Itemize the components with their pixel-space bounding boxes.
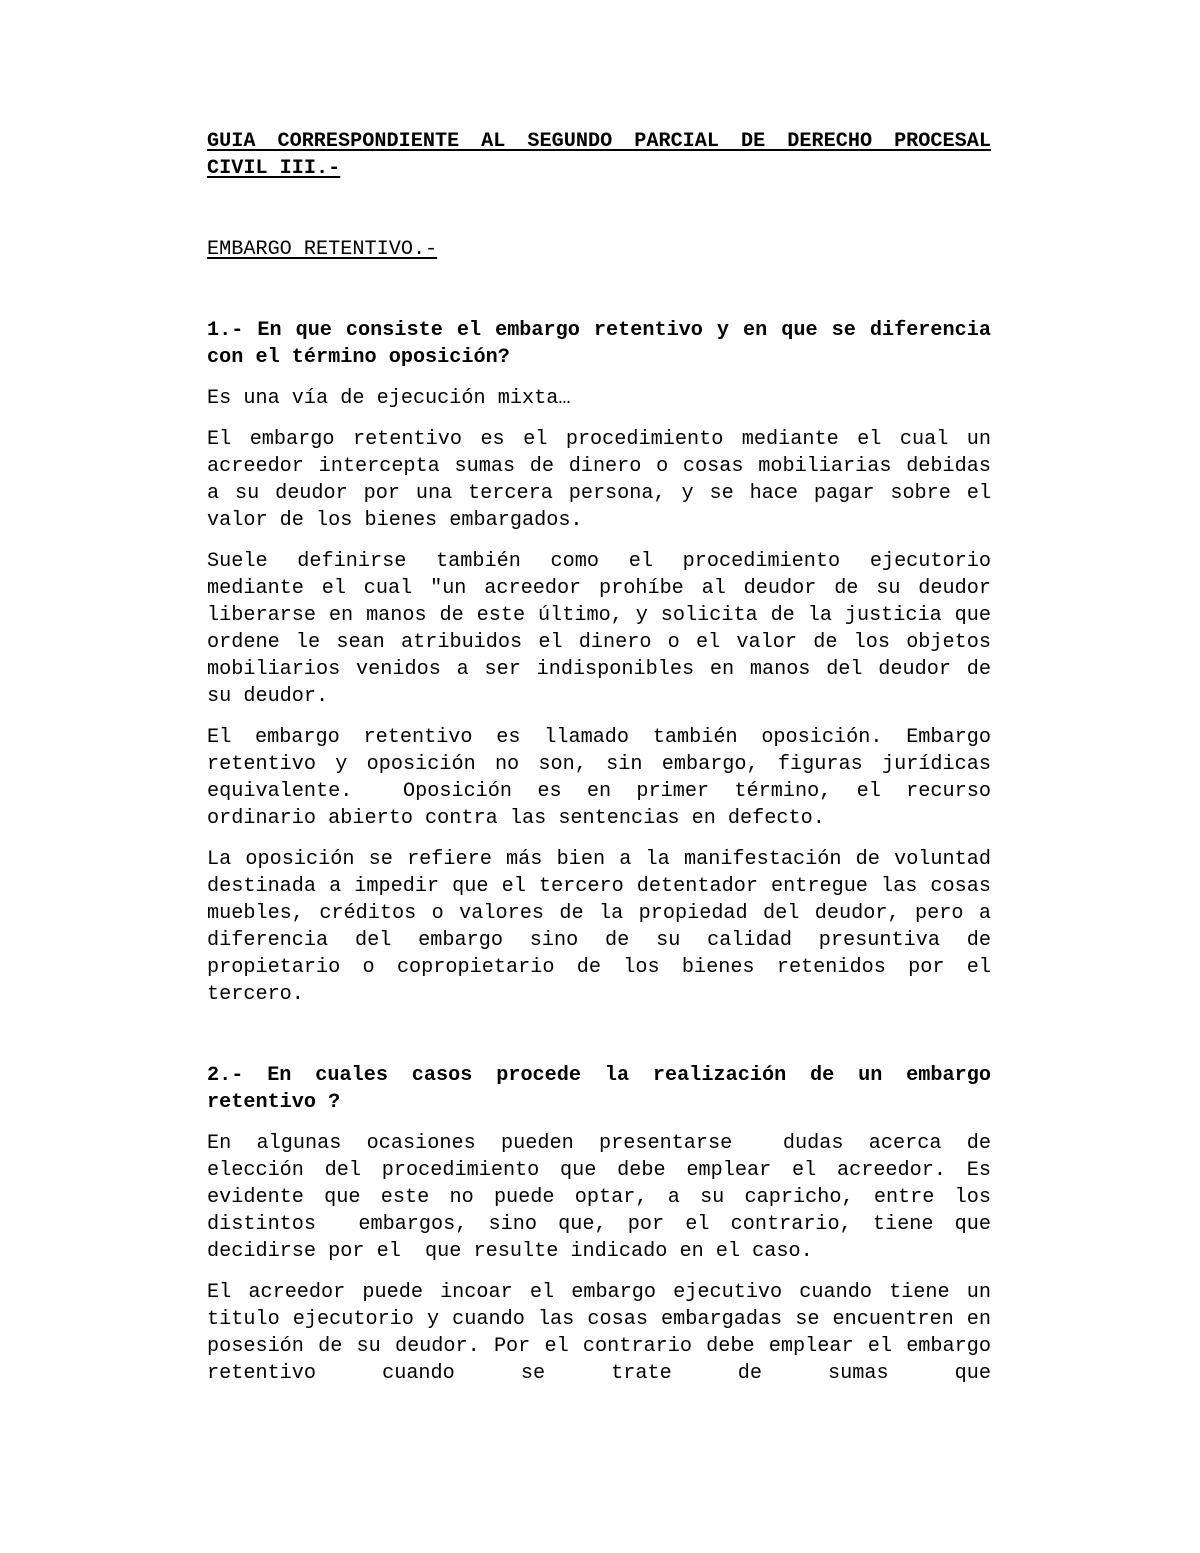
section-heading: EMBARGO RETENTIVO.- bbox=[207, 238, 438, 261]
question-2: 2.- En cuales casos procede la realización de un embargo retentivo ? bbox=[207, 1064, 991, 1114]
q1-paragraph-4: El embargo retentivo es llamado también oposición. Embargo retentivo y oposición no son, sin embargo, figuras jurídicas equivalente. Oposición es en primer término, el recurso ordinario abierto contra las sentencias en defecto. bbox=[207, 726, 1004, 830]
q1-paragraph-2: El embargo retentivo es el procedimiento mediante el cual un acreedor intercepta sumas de dinero o cosas mobiliarias debidas a su deudor por una tercera persona, y se hace pagar sobre el valor de los bienes embargados. bbox=[207, 428, 1004, 532]
q1-paragraph-5: La oposición se refiere más bien a la manifestación de voluntad destinada a impedir que el tercero detentador entregue las cosas muebles, créditos o valores de la propiedad del deudor, pero a diferencia del embargo sino de su calidad presuntiva de propietario o copropietario de los bienes retenidos por el tercero. bbox=[207, 848, 1004, 1006]
q2-paragraph-2: El acreedor puede incoar el embargo ejecutivo cuando tiene un titulo ejecutorio y cuando las cosas embargadas se encuentren en posesión de su deudor. Por el contrario debe emplear el embargo retentivo cuando se trate de sumas que bbox=[207, 1281, 1004, 1385]
document-title: GUIA CORRESPONDIENTE AL SEGUNDO PARCIAL DE DERECHO PROCESAL CIVIL III.- bbox=[207, 130, 991, 180]
q2-paragraph-1: En algunas ocasiones pueden presentarse dudas acerca de elección del procedimiento que debe emplear el acreedor. Es evidente que este no puede optar, a su capricho, entre los distintos embargos, sino que, por el contrario, tiene que decidirse por el que resulte indicado en el caso. bbox=[207, 1132, 1004, 1263]
q1-paragraph-3: Suele definirse también como el procedimiento ejecutorio mediante el cual "un acreedor prohíbe al deudor de su deudor liberarse en manos de este último, y solicita de la justicia que ordene le sean atribuidos el dinero o el valor de los objetos mobiliarios venidos a ser indisponibles en manos del deudor de su deudor. bbox=[207, 550, 1004, 708]
question-1: 1.- En que consiste el embargo retentivo y en que se diferencia con el término oposición? bbox=[207, 319, 991, 369]
document-page bbox=[207, 128, 1004, 1387]
q1-paragraph-1: Es una vía de ejecución mixta… bbox=[207, 387, 571, 410]
